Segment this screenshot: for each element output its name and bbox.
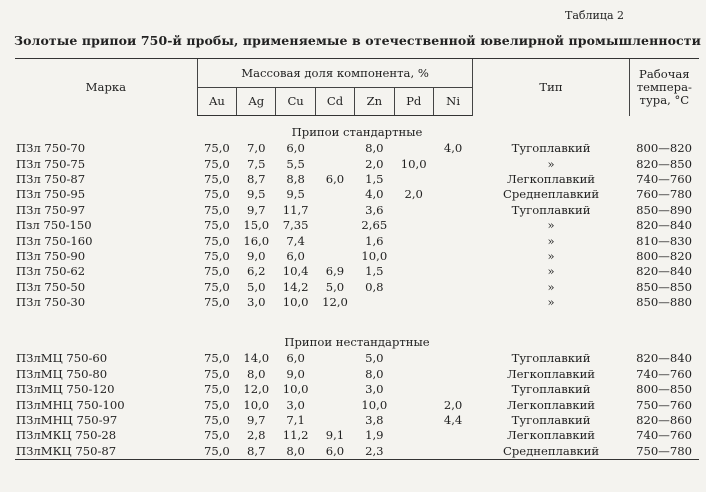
table-row: [15, 280, 699, 295]
cell-value: [433, 295, 472, 310]
cell-temp: 740—760: [636, 366, 693, 381]
cell-temp: 740—760: [636, 428, 693, 443]
cell-value: 6,0: [286, 141, 305, 156]
cell-value: 75,0: [203, 295, 230, 310]
cell-mark: ПЗл 750-87: [16, 171, 86, 186]
cell-value: [433, 367, 472, 382]
cell-value: [433, 382, 472, 397]
cell-value: 2,0: [365, 156, 384, 171]
cell-value: 8,8: [286, 171, 305, 186]
cell-value: 2,0: [443, 397, 463, 412]
cell-value: [315, 367, 354, 382]
cell-value: 3,6: [365, 202, 384, 217]
cell-type: Легкоплавкий: [506, 428, 596, 443]
cell-value: [433, 249, 472, 264]
cell-value: [315, 141, 354, 156]
cell-value: 3,0: [365, 382, 384, 397]
cell-value: [315, 233, 354, 248]
cell-mark: ПЗл 750-50: [16, 279, 86, 294]
table-row: [15, 172, 699, 187]
cell-value: [433, 172, 472, 187]
section-row: [15, 326, 699, 351]
cell-value: [394, 351, 433, 366]
cell-value: [315, 187, 354, 202]
cell-mark: ПЗл 750-62: [16, 264, 86, 279]
cell-temp: 800—850: [636, 382, 693, 397]
cell-mark: ПЗлМНЦ 750-97: [16, 413, 118, 428]
cell-value: 75,0: [203, 187, 230, 202]
cell-value: 3,0: [286, 397, 305, 412]
table-row: [15, 397, 699, 412]
cell-temp: 820—840: [636, 218, 693, 233]
cell-value: 3,8: [365, 413, 384, 428]
cell-value: 9,5: [286, 187, 305, 202]
cell-mark: ПЗлМЦ 750-80: [16, 366, 108, 381]
cell-value: 75,0: [203, 382, 230, 397]
cell-temp: 820—840: [636, 264, 693, 279]
cell-value: 9,0: [286, 366, 305, 381]
section-title: Припои нестандартные: [284, 335, 430, 350]
cell-value: 75,0: [203, 366, 230, 381]
solder-table: [15, 58, 699, 460]
cell-value: [433, 156, 472, 171]
cell-value: 10,0: [243, 397, 270, 412]
cell-value: [394, 444, 433, 460]
table-label: Таблица 2: [565, 9, 624, 22]
cell-mark: ПЗл 750-75: [16, 156, 86, 171]
cell-value: 6,2: [247, 264, 266, 279]
table-row: [15, 187, 699, 202]
cell-value: 4,0: [365, 187, 384, 202]
cell-value: 4,4: [443, 413, 463, 428]
cell-value: 7,4: [286, 233, 305, 248]
cell-value: [394, 141, 433, 156]
cell-value: 2,0: [404, 187, 423, 202]
cell-value: 8,0: [247, 366, 266, 381]
cell-value: 9,5: [247, 187, 266, 202]
cell-value: [355, 295, 394, 310]
cell-value: [433, 203, 472, 218]
cell-value: [433, 351, 472, 366]
cell-mark: ПЗл 750-160: [16, 233, 93, 248]
table-row: [15, 156, 699, 171]
cell-temp: 850—880: [636, 295, 693, 310]
table-body: [15, 116, 699, 460]
cell-value: 75,0: [203, 397, 230, 412]
cell-value: 9,7: [247, 413, 266, 428]
cell-value: 6,0: [325, 171, 345, 186]
cell-value: 75,0: [203, 233, 230, 248]
header-mass-fraction: Массовая доля компонента, %: [197, 59, 473, 88]
header-element: Pd: [394, 88, 433, 116]
header-mark: Марка: [15, 59, 197, 116]
header-element: Cd: [315, 88, 354, 116]
cell-mark: ПЗлМКЦ 750-87: [15, 444, 197, 460]
cell-value: 75,0: [203, 413, 230, 428]
cell-value: 9,1: [325, 428, 345, 443]
section-row: [15, 116, 699, 142]
cell-value: 7,35: [282, 218, 309, 233]
cell-type: Легкоплавкий: [506, 366, 596, 381]
cell-value: [394, 413, 433, 428]
cell-value: 8,7: [237, 444, 276, 460]
cell-value: 75,0: [203, 351, 230, 366]
cell-value: [394, 218, 433, 233]
cell-type: »: [547, 248, 555, 263]
cell-value: 6,0: [315, 444, 354, 460]
cell-temp: 800—820: [636, 141, 693, 156]
cell-value: [433, 444, 472, 460]
cell-type: Среднеплавкий: [473, 444, 629, 460]
cell-value: [433, 218, 472, 233]
table-row: [15, 218, 699, 233]
cell-mark: ПЗл 750-95: [16, 187, 86, 202]
cell-value: [394, 233, 433, 248]
cell-value: 75,0: [203, 279, 230, 294]
cell-value: 1,9: [365, 428, 384, 443]
table-row: [15, 367, 699, 382]
cell-value: 11,7: [282, 202, 309, 217]
cell-temp: 850—850: [636, 279, 693, 294]
cell-type: Тугоплавкий: [511, 413, 591, 428]
cell-value: 10,4: [282, 264, 309, 279]
cell-type: Тугоплавкий: [511, 202, 591, 217]
cell-temp: 800—820: [636, 248, 693, 263]
cell-type: Тугоплавкий: [511, 351, 591, 366]
cell-value: [433, 428, 472, 443]
cell-value: 5,0: [325, 279, 345, 294]
cell-value: 10,0: [400, 156, 427, 171]
cell-value: 0,8: [365, 279, 384, 294]
cell-value: [433, 264, 472, 279]
cell-value: 10,0: [361, 397, 388, 412]
cell-type: Тугоплавкий: [511, 382, 591, 397]
cell-value: 75,0: [203, 141, 230, 156]
cell-temp: 820—840: [636, 351, 693, 366]
cell-type: Легкоплавкий: [506, 397, 596, 412]
table-row: [15, 264, 699, 279]
cell-value: 8,0: [365, 366, 384, 381]
header-element: Ni: [433, 88, 472, 116]
table-row: [15, 351, 699, 366]
cell-value: 5,0: [365, 351, 384, 366]
cell-value: 7,1: [286, 413, 305, 428]
table-row: [15, 295, 699, 310]
cell-value: 11,2: [282, 428, 309, 443]
cell-value: 5,0: [247, 279, 266, 294]
cell-value: 12,0: [243, 382, 270, 397]
cell-value: 10,0: [282, 295, 309, 310]
cell-mark: ПЗл 750-30: [16, 295, 86, 310]
cell-value: [315, 203, 354, 218]
cell-value: [433, 280, 472, 295]
cell-value: 7,5: [247, 156, 266, 171]
cell-value: 12,0: [322, 295, 348, 310]
cell-value: 2,8: [247, 428, 266, 443]
header-element: Zn: [355, 88, 394, 116]
cell-type: »: [547, 295, 555, 310]
cell-value: [394, 295, 433, 310]
cell-value: 8,7: [247, 171, 266, 186]
cell-value: 9,7: [247, 202, 266, 217]
cell-value: [315, 413, 354, 428]
cell-value: [315, 351, 354, 366]
cell-temp: 760—780: [636, 187, 693, 202]
cell-value: 8,0: [276, 444, 315, 460]
cell-value: 1,5: [365, 171, 384, 186]
cell-value: [315, 218, 354, 233]
cell-type: »: [547, 156, 555, 171]
table-title: Золотые припои 750-й пробы, применяемые в отечественной ювелирной промышленности: [14, 33, 701, 48]
cell-value: [315, 249, 354, 264]
cell-value: 75,0: [203, 218, 230, 233]
cell-type: »: [547, 233, 555, 248]
cell-value: [394, 280, 433, 295]
cell-type: Легкоплавкий: [506, 171, 596, 186]
cell-temp: 740—760: [636, 171, 693, 186]
cell-value: [315, 382, 354, 397]
cell-value: 8,0: [365, 141, 384, 156]
cell-value: 10,0: [282, 382, 309, 397]
cell-value: [315, 397, 354, 412]
cell-temp: 850—890: [636, 202, 693, 217]
cell-value: 75,0: [203, 156, 230, 171]
cell-value: 3,0: [247, 295, 266, 310]
cell-temp: 750—780: [629, 444, 699, 460]
table-row: [15, 249, 699, 264]
cell-value: 6,0: [286, 351, 305, 366]
cell-mark: ПЗл 750-90: [16, 248, 86, 263]
cell-temp: 810—830: [636, 233, 693, 248]
cell-value: 15,0: [243, 218, 270, 233]
table-row: [15, 203, 699, 218]
cell-mark: ПЗлМНЦ 750-100: [16, 397, 125, 412]
cell-value: 14,0: [243, 351, 270, 366]
cell-value: 75,0: [197, 444, 236, 460]
table-row: [15, 382, 699, 397]
table-row: [15, 413, 699, 428]
header-element: Cu: [276, 88, 315, 116]
cell-value: [394, 249, 433, 264]
cell-value: 16,0: [243, 233, 270, 248]
cell-value: 75,0: [203, 248, 230, 263]
cell-value: 5,5: [286, 156, 305, 171]
section-title: Припои стандартные: [291, 125, 423, 139]
cell-value: [433, 187, 472, 202]
table-row: [15, 444, 699, 460]
cell-value: 6,9: [325, 264, 345, 279]
table-row: [15, 428, 699, 443]
header-temperature: Рабочая темпера-тура, °С: [629, 59, 699, 116]
cell-mark: ПЗлМКЦ 750-28: [16, 428, 117, 443]
cell-value: 2,65: [361, 218, 388, 233]
cell-value: [394, 264, 433, 279]
cell-value: 4,0: [443, 141, 463, 156]
cell-value: [394, 397, 433, 412]
cell-value: [433, 233, 472, 248]
cell-type: »: [547, 279, 555, 294]
cell-value: 6,0: [286, 248, 305, 263]
cell-value: [394, 203, 433, 218]
header-element: Ag: [237, 88, 276, 116]
cell-type: Тугоплавкий: [511, 141, 591, 156]
cell-value: [315, 156, 354, 171]
cell-mark: ПЗлМЦ 750-60: [16, 351, 108, 366]
cell-value: 75,0: [203, 264, 230, 279]
cell-value: 75,0: [203, 171, 230, 186]
cell-value: 9,0: [247, 248, 266, 263]
table-row: [15, 141, 699, 156]
table-row: [15, 233, 699, 248]
cell-type: »: [547, 218, 555, 233]
cell-value: [394, 382, 433, 397]
cell-value: 14,2: [282, 279, 309, 294]
cell-temp: 820—850: [636, 156, 693, 171]
cell-value: 75,0: [203, 202, 230, 217]
header-type: Тип: [473, 59, 629, 116]
cell-value: [394, 172, 433, 187]
cell-type: »: [547, 264, 555, 279]
cell-value: [394, 367, 433, 382]
cell-type: Среднеплавкий: [502, 187, 600, 202]
cell-mark: Пзл 750-150: [16, 218, 92, 233]
cell-temp: 750—760: [636, 397, 693, 412]
spacer-row: [15, 310, 699, 326]
cell-temp: 820—860: [636, 413, 693, 428]
cell-value: [394, 428, 433, 443]
cell-value: 75,0: [203, 428, 230, 443]
cell-value: 10,0: [361, 248, 388, 263]
cell-value: 2,3: [355, 444, 394, 460]
cell-value: 1,5: [365, 264, 384, 279]
header-element: Au: [197, 88, 236, 116]
cell-mark: ПЗл 750-70: [16, 141, 86, 156]
cell-mark: ПЗлМЦ 750-120: [16, 382, 115, 397]
cell-mark: ПЗл 750-97: [16, 202, 86, 217]
cell-value: 1,6: [365, 233, 384, 248]
cell-value: 7,0: [247, 141, 266, 156]
